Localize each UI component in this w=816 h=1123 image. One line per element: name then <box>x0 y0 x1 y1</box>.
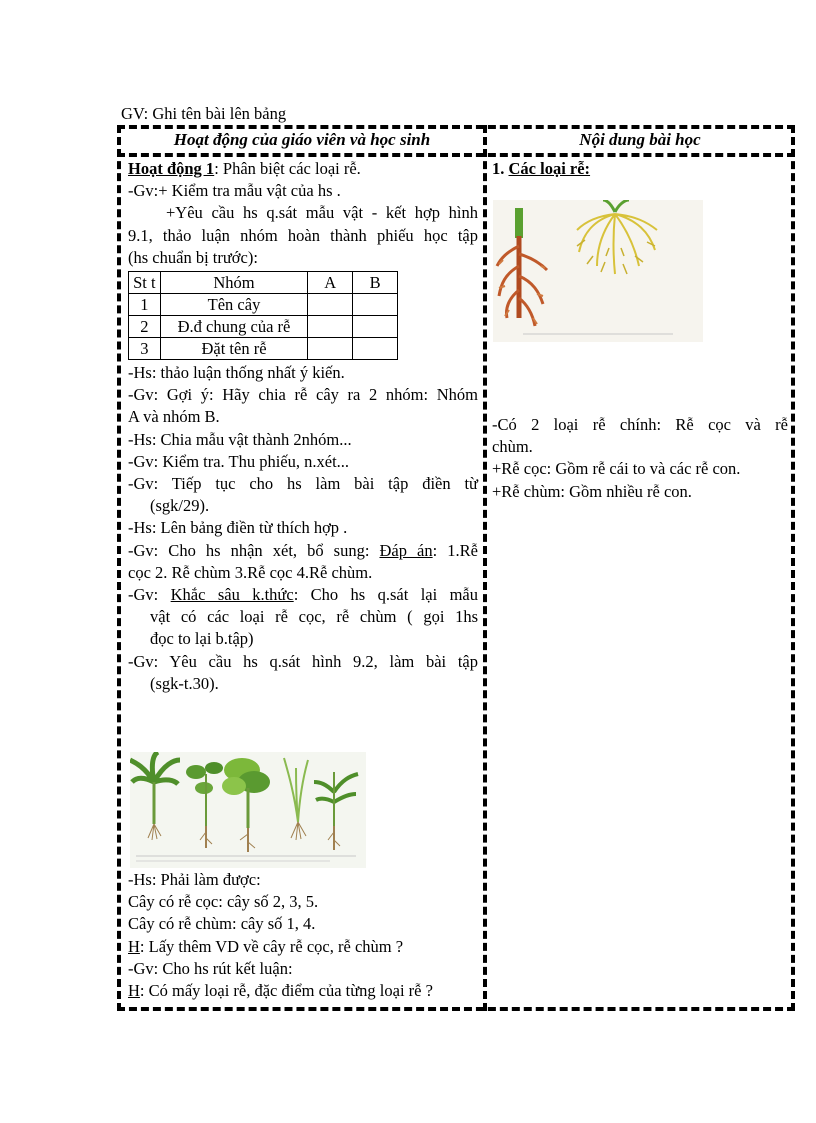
line-hs-discuss: -Hs: thảo luận thống nhất ý kiến. <box>128 363 345 383</box>
right-column-content <box>492 414 788 503</box>
activity-desc: : Phân biệt các loại rễ. <box>214 159 361 178</box>
table-row <box>129 338 398 360</box>
right-column <box>492 158 788 180</box>
column-divider <box>483 125 487 1011</box>
header-divider <box>117 153 795 157</box>
line-reinforce-cont: vật có các loại rễ cọc, rễ chùm ( gọi 1hs <box>150 607 478 627</box>
line-reinforce-end: đọc to lại b.tập) <box>150 629 254 649</box>
line-observe-fig-ref: (sgk-t.30). <box>150 673 219 693</box>
line-fill-exercise: -Gv: Tiếp tục cho hs làm bài tập điền từ <box>128 474 478 494</box>
left-column <box>128 158 478 695</box>
table-cell: 2 <box>129 316 161 338</box>
line-conclude: -Gv: Cho hs rút kết luận: <box>128 958 293 978</box>
table-cell <box>353 338 398 360</box>
table-cell: 3 <box>129 338 161 360</box>
line-observe-fig: -Gv: Yêu cầu hs q.sát hình 9.2, làm bài tập <box>128 651 478 671</box>
answer-label: Đáp án <box>379 540 433 560</box>
line-hs-split: -Hs: Chia mẫu vật thành 2nhóm... <box>128 429 352 449</box>
table-cell: Nhóm <box>160 272 308 294</box>
table-cell <box>353 294 398 316</box>
root-types-figure <box>493 200 703 342</box>
worksheet-table <box>128 271 398 360</box>
line-hs-must: -Hs: Phải làm được: <box>128 870 261 889</box>
table-cell <box>308 338 353 360</box>
activity-title: Hoạt động 1 <box>128 159 215 178</box>
two-root-types: -Có 2 loại rễ chính: Rễ cọc và rễ <box>492 415 788 434</box>
table-row <box>129 272 398 294</box>
line-hint: -Gv: Gợi ý: Hãy chia rễ cây ra 2 nhóm: Nhóm <box>128 385 478 405</box>
fibrous-root-desc: +Rễ chùm: Gồm nhiều rễ con. <box>492 481 692 501</box>
table-cell: Đặt tên rễ <box>160 338 308 360</box>
header-right: Nội dung bài học <box>579 130 701 149</box>
line-answers: -Gv: Cho hs nhận xét, bổ sung: Đáp án: 1.Rễ <box>128 540 478 560</box>
line-fill-exercise-ref: (sgk/29). <box>150 496 210 516</box>
line-observe: +Yêu cầu hs q.sát mẫu vật - kết hợp hình <box>166 203 478 223</box>
line-tap-plants: Cây có rễ cọc: cây số 2, 3, 5. <box>128 892 319 912</box>
table-cell: St t <box>129 272 161 294</box>
table-cell <box>353 316 398 338</box>
table-cell: 1 <box>129 294 161 316</box>
tap-root-desc: +Rễ cọc: Gồm rễ cái to và các rễ con. <box>492 459 741 479</box>
line-fibrous-plants: Cây có rễ chùm: cây số 1, 4. <box>128 914 316 934</box>
table-row <box>129 294 398 316</box>
table-row <box>129 316 398 338</box>
intro-line: GV: Ghi tên bài lên bảng <box>121 104 287 123</box>
reinforce-label: Khắc sâu k.thức <box>170 585 294 605</box>
question-examples: H: Lấy thêm VD về cây rễ cọc, rễ chùm ? <box>128 936 404 956</box>
line-answers-cont: cọc 2. Rễ chùm 3.Rễ cọc 4.Rễ chùm. <box>128 562 373 582</box>
two-root-types-cont: chùm. <box>492 437 533 457</box>
line-hint-cont: A và nhóm B. <box>128 407 220 427</box>
plants-figure <box>130 752 366 868</box>
left-column-lower <box>128 869 478 1002</box>
question-types: H: Có mấy loại rễ, đặc điểm của từng loại rễ ? <box>128 981 433 1001</box>
header-left: Hoạt động của giáo viên và học sinh <box>173 130 431 149</box>
table-cell: B <box>353 272 398 294</box>
line-prepared: (hs chuẩn bị trước): <box>128 247 258 267</box>
table-cell <box>308 294 353 316</box>
line-reinforce: -Gv: Khắc sâu k.thức: Cho hs q.sát lại mẫu <box>128 585 478 605</box>
line-discuss: 9.1, thảo luận nhóm hoàn thành phiếu học tập <box>128 225 478 245</box>
table-cell <box>308 316 353 338</box>
content-heading: 1. Các loại rễ: <box>492 159 591 178</box>
line-hs-board: -Hs: Lên bảng điền từ thích hợp . <box>128 518 348 538</box>
table-cell: Tên cây <box>160 294 308 316</box>
line-check-samples: -Gv:+ Kiểm tra mẫu vật của hs . <box>128 181 341 201</box>
table-cell: Đ.đ chung của rễ <box>160 316 308 338</box>
line-gv-check: -Gv: Kiểm tra. Thu phiếu, n.xét... <box>128 451 350 471</box>
table-cell: A <box>308 272 353 294</box>
